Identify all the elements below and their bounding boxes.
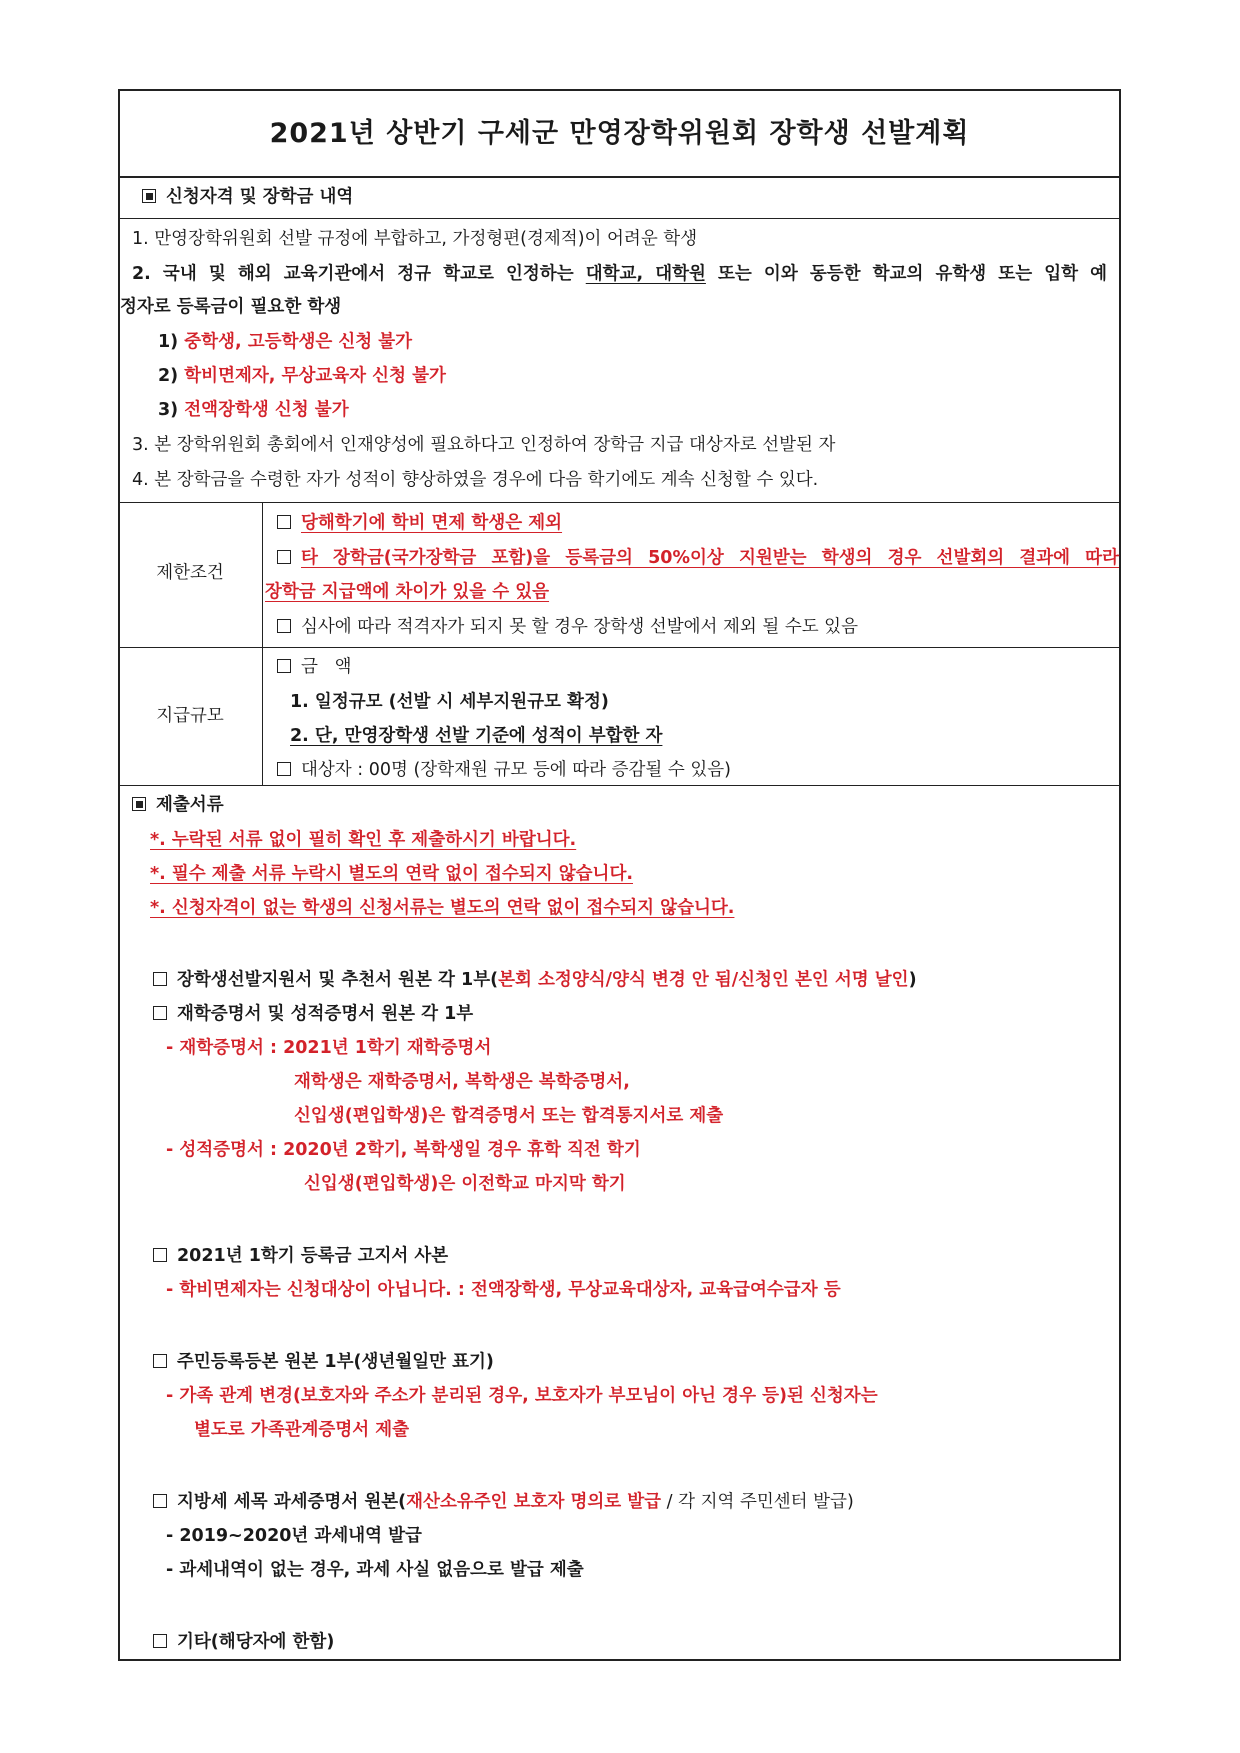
checkbox-icon bbox=[277, 619, 291, 633]
payment-line-2: 2. 단, 만영장학생 선발 기준에 성적이 부합한 자 bbox=[290, 726, 663, 746]
payment-amount: 금 액 bbox=[277, 654, 352, 680]
doc-certificates-sub: 신입생(편입학생)은 합격증명서 또는 합격통지서로 제출 bbox=[294, 1106, 724, 1126]
eligibility-sub-1: 1) 중학생, 고등학생은 신청 불가 bbox=[158, 332, 413, 352]
doc-application-form: 장학생선발지원서 및 추천서 원본 각 1부(본회 소정양식/양식 변경 안 됨/신청인 본인 서명 날인) bbox=[153, 967, 917, 993]
checkbox-icon bbox=[153, 1634, 167, 1648]
section-header-eligibility: 신청자격 및 장학금 내역 bbox=[142, 184, 353, 210]
checkbox-icon bbox=[153, 1248, 167, 1262]
eligibility-item-2-cont: 정자로 등록금이 필요한 학생 bbox=[120, 297, 342, 317]
page-title: 2021년 상반기 구세군 만영장학위원회 장학생 선발계획 bbox=[120, 91, 1119, 178]
eligibility-item-3: 3. 본 장학위원회 총회에서 인재양성에 필요하다고 인정하여 장학금 지급 대상자로 선발된 자 bbox=[132, 435, 836, 455]
column-divider bbox=[262, 502, 263, 785]
divider bbox=[120, 502, 1119, 503]
checkbox-icon bbox=[277, 550, 291, 564]
payment-recipients: 대상자 : 00명 (장학재원 규모 등에 따라 증감될 수 있음) bbox=[277, 757, 731, 783]
filled-square-icon bbox=[132, 797, 146, 811]
checkbox-icon bbox=[153, 972, 167, 986]
restriction-2-cont: 장학금 지급액에 차이가 있을 수 있음 bbox=[265, 582, 550, 602]
eligibility-item-2: 2. 국내 및 해외 교육기관에서 정규 학교로 인정하는 대학교, 대학원 또는 이와 동등한 학교의 유학생 또는 입학 예 bbox=[132, 264, 1108, 284]
doc-tuition-bill-sub: - 학비면제자는 신청대상이 아닙니다. : 전액장학생, 무상교육대상자, 교육급여수급자 등 bbox=[166, 1280, 841, 1300]
eligibility-sub-2: 2) 학비면제자, 무상교육자 신청 불가 bbox=[158, 366, 446, 386]
payment-line-1: 1. 일정규모 (선발 시 세부지원규모 확정) bbox=[290, 692, 609, 712]
checkbox-icon bbox=[277, 659, 291, 673]
checkbox-icon bbox=[277, 515, 291, 529]
notice-3: *. 신청자격이 없는 학생의 신청서류는 별도의 연락 없이 접수되지 않습니다. bbox=[150, 898, 735, 918]
document-frame bbox=[118, 89, 1121, 1661]
eligibility-item-1: 1. 만영장학위원회 선발 규정에 부합하고, 가정형편(경제적)이 어려운 학생 bbox=[132, 229, 698, 249]
notice-1: *. 누락된 서류 없이 필히 확인 후 제출하시기 바랍니다. bbox=[150, 830, 577, 850]
filled-square-icon bbox=[142, 189, 156, 203]
doc-resident-register-sub: 별도로 가족관계증명서 제출 bbox=[194, 1420, 410, 1440]
section-header-documents: 제출서류 bbox=[132, 792, 224, 818]
restriction-1: 당해학기에 학비 면제 학생은 제외 bbox=[277, 510, 562, 536]
checkbox-icon bbox=[153, 1494, 167, 1508]
divider bbox=[120, 218, 1119, 219]
eligibility-sub-3: 3) 전액장학생 신청 불가 bbox=[158, 400, 349, 420]
doc-tuition-bill: 2021년 1학기 등록금 고지서 사본 bbox=[153, 1243, 448, 1269]
doc-resident-register: 주민등록등본 원본 1부(생년월일만 표기) bbox=[153, 1349, 494, 1375]
checkbox-icon bbox=[153, 1354, 167, 1368]
checkbox-icon bbox=[277, 762, 291, 776]
eligibility-item-4: 4. 본 장학금을 수령한 자가 성적이 향상하였을 경우에 다음 학기에도 계속 신청할 수 있다. bbox=[132, 470, 819, 490]
doc-tax-certificate-sub: - 2019~2020년 과세내역 발급 bbox=[166, 1526, 422, 1546]
doc-certificates: 재학증명서 및 성적증명서 원본 각 1부 bbox=[153, 1001, 473, 1027]
restriction-3: 심사에 따라 적격자가 되지 못 할 경우 장학생 선발에서 제외 될 수도 있음 bbox=[277, 614, 858, 640]
doc-certificates-sub: - 재학증명서 : 2021년 1학기 재학증명서 bbox=[166, 1038, 492, 1058]
doc-resident-register-sub: - 가족 관계 변경(보호자와 주소가 분리된 경우, 보호자가 부모님이 아닌 경우 등)된 신청자는 bbox=[166, 1386, 878, 1406]
restriction-2: 타 장학금(국가장학금 포함)을 등록금의 50%이상 지원받는 학생의 경우 선발회의 결과에 따라 bbox=[277, 545, 1119, 571]
doc-certificates-sub: 재학생은 재학증명서, 복학생은 복학증명서, bbox=[294, 1072, 630, 1092]
divider bbox=[120, 785, 1119, 786]
restrictions-label: 제한조건 bbox=[156, 563, 224, 583]
notice-2: *. 필수 제출 서류 누락시 별도의 연락 없이 접수되지 않습니다. bbox=[150, 864, 633, 884]
checkbox-icon bbox=[153, 1006, 167, 1020]
doc-certificates-sub: 신입생(편입학생)은 이전학교 마지막 학기 bbox=[304, 1174, 626, 1194]
divider bbox=[120, 647, 1119, 648]
doc-certificates-sub: - 성적증명서 : 2020년 2학기, 복학생일 경우 휴학 직전 학기 bbox=[166, 1140, 641, 1160]
doc-tax-certificate: 지방세 세목 과세증명서 원본(재산소유주인 보호자 명의로 발급 / 각 지역 주민센터 발급) bbox=[153, 1489, 854, 1515]
doc-other: 기타(해당자에 한함) bbox=[153, 1629, 334, 1655]
doc-tax-certificate-sub: - 과세내역이 없는 경우, 과세 사실 없음으로 발급 제출 bbox=[166, 1560, 584, 1580]
payment-label: 지급규모 bbox=[156, 706, 224, 726]
